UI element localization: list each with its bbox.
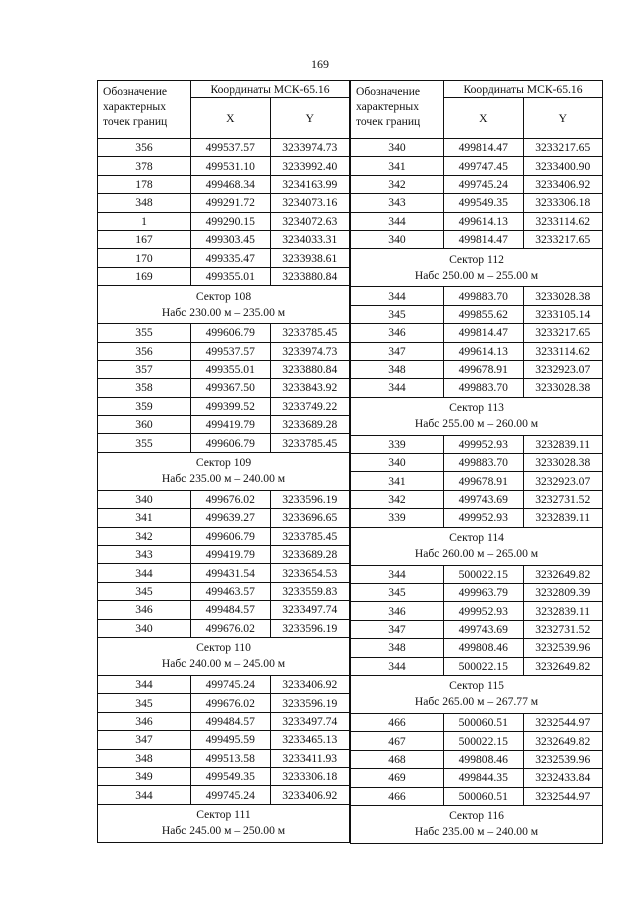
table-body	[98, 139, 350, 843]
x-coordinate-cell: 499676.02	[191, 490, 271, 508]
point-id-cell: 466	[351, 713, 444, 731]
table-row	[98, 490, 350, 508]
y-coordinate-cell: 3233974.73	[270, 139, 350, 157]
y-coordinate-cell: 3232731.52	[523, 620, 603, 638]
x-coordinate-cell: 499614.13	[444, 212, 524, 230]
y-coordinate-cell: 3232649.82	[523, 732, 603, 750]
point-id-cell: 345	[351, 305, 444, 323]
point-id-cell: 1	[98, 212, 191, 230]
point-id-cell: 346	[351, 602, 444, 620]
table-row	[98, 139, 350, 157]
sector-row	[98, 804, 350, 842]
table-row	[351, 750, 603, 768]
table-row	[98, 342, 350, 360]
y-coordinate-cell: 3232649.82	[523, 657, 603, 675]
y-coordinate-cell: 3233938.61	[270, 249, 350, 267]
sector-caption	[98, 286, 350, 324]
table-row	[351, 324, 603, 342]
sector-row	[351, 675, 603, 713]
x-coordinate-cell: 499676.02	[191, 619, 271, 637]
x-coordinate-cell: 499952.93	[444, 509, 524, 527]
y-coordinate-cell: 3233559.83	[270, 582, 350, 600]
table-row	[98, 712, 350, 730]
designation-header: Обозначение характерных точек границ	[98, 81, 191, 139]
x-coordinate-cell: 499606.79	[191, 434, 271, 452]
y-coordinate-cell: 3233028.38	[523, 379, 603, 397]
sector-title: Сектор 110	[196, 641, 251, 655]
sector-title: Сектор 111	[196, 808, 251, 822]
y-coordinate-cell: 3233785.45	[270, 434, 350, 452]
x-coordinate-cell: 499808.46	[444, 750, 524, 768]
table-row	[351, 732, 603, 750]
table-row	[98, 175, 350, 193]
point-id-cell: 348	[351, 639, 444, 657]
sector-range: Набс 240.00 м – 245.00 м	[161, 657, 286, 671]
point-id-cell: 355	[98, 434, 191, 452]
x-coordinate-cell: 499419.79	[191, 416, 271, 434]
point-id-cell: 378	[98, 157, 191, 175]
point-id-cell: 346	[351, 324, 444, 342]
x-coordinate-cell: 499743.69	[444, 490, 524, 508]
point-id-cell: 344	[98, 564, 191, 582]
sector-row	[351, 249, 603, 287]
table-row	[98, 731, 350, 749]
table-row	[98, 194, 350, 212]
y-coordinate-cell: 3234072.63	[270, 212, 350, 230]
y-coordinate-cell: 3233105.14	[523, 305, 603, 323]
table-row	[98, 675, 350, 693]
x-coordinate-cell: 499431.54	[191, 564, 271, 582]
y-coordinate-cell: 3232544.97	[523, 787, 603, 805]
y-coordinate-cell: 3232839.11	[523, 435, 603, 453]
sector-title: Сектор 115	[449, 679, 504, 693]
point-id-cell: 341	[351, 472, 444, 490]
table-row	[351, 157, 603, 175]
table-row	[98, 379, 350, 397]
x-coordinate-cell: 499290.15	[191, 212, 271, 230]
x-coordinate-cell: 499399.52	[191, 397, 271, 415]
point-id-cell: 345	[351, 584, 444, 602]
table-row	[98, 397, 350, 415]
page-number: 169	[311, 57, 329, 71]
y-coordinate-cell: 3233596.19	[270, 490, 350, 508]
sector-row	[351, 397, 603, 435]
x-coordinate-cell: 499291.72	[191, 194, 271, 212]
table-row	[351, 435, 603, 453]
x-coordinate-cell: 499814.47	[444, 230, 524, 248]
point-id-cell: 356	[98, 139, 191, 157]
x-coordinate-cell: 499883.70	[444, 379, 524, 397]
point-id-cell: 342	[351, 490, 444, 508]
table-row	[351, 509, 603, 527]
y-coordinate-cell: 3232923.07	[523, 360, 603, 378]
x-header: X	[191, 98, 271, 139]
x-coordinate-cell: 499883.70	[444, 287, 524, 305]
y-coordinate-cell: 3233785.45	[270, 324, 350, 342]
table-row	[351, 342, 603, 360]
x-coordinate-cell: 499883.70	[444, 454, 524, 472]
table-row	[98, 527, 350, 545]
y-coordinate-cell: 3232649.82	[523, 565, 603, 583]
y-coordinate-cell: 3233306.18	[270, 767, 350, 785]
table-row	[351, 194, 603, 212]
table-row	[98, 694, 350, 712]
y-coordinate-cell: 3233217.65	[523, 139, 603, 157]
x-coordinate-cell: 499745.24	[444, 175, 524, 193]
table-row	[98, 212, 350, 230]
y-header: Y	[270, 98, 350, 139]
x-coordinate-cell: 500022.15	[444, 732, 524, 750]
table-row	[351, 305, 603, 323]
y-coordinate-cell: 3233880.84	[270, 267, 350, 285]
y-coordinate-cell: 3233654.53	[270, 564, 350, 582]
point-id-cell: 344	[351, 287, 444, 305]
point-id-cell: 342	[98, 527, 191, 545]
y-coordinate-cell: 3233974.73	[270, 342, 350, 360]
point-id-cell: 339	[351, 435, 444, 453]
x-coordinate-cell: 499303.45	[191, 230, 271, 248]
x-coordinate-cell: 499419.79	[191, 546, 271, 564]
table-row	[98, 416, 350, 434]
x-coordinate-cell: 500022.15	[444, 565, 524, 583]
point-id-cell: 167	[98, 230, 191, 248]
y-coordinate-cell: 3233217.65	[523, 230, 603, 248]
x-header: X	[444, 98, 524, 139]
sector-row	[98, 452, 350, 490]
x-coordinate-cell: 499537.57	[191, 342, 271, 360]
table-row	[98, 434, 350, 452]
y-coordinate-cell: 3233843.92	[270, 379, 350, 397]
sector-caption	[98, 637, 350, 675]
y-coordinate-cell: 3233880.84	[270, 360, 350, 378]
table-row	[351, 175, 603, 193]
table-row	[98, 749, 350, 767]
sector-range: Набс 260.00 м – 265.00 м	[414, 547, 539, 561]
table-row	[351, 230, 603, 248]
x-coordinate-cell: 499743.69	[444, 620, 524, 638]
left-coordinates-table	[97, 80, 350, 843]
point-id-cell: 340	[351, 139, 444, 157]
x-coordinate-cell: 499367.50	[191, 379, 271, 397]
x-coordinate-cell: 499531.10	[191, 157, 271, 175]
point-id-cell: 469	[351, 769, 444, 787]
point-id-cell: 467	[351, 732, 444, 750]
point-id-cell: 468	[351, 750, 444, 768]
y-coordinate-cell: 3233696.65	[270, 509, 350, 527]
y-coordinate-cell: 3233497.74	[270, 601, 350, 619]
point-id-cell: 355	[98, 324, 191, 342]
point-id-cell: 346	[98, 712, 191, 730]
point-id-cell: 340	[98, 619, 191, 637]
table-header	[98, 81, 350, 139]
y-coordinate-cell: 3233411.93	[270, 749, 350, 767]
x-coordinate-cell: 499484.57	[191, 712, 271, 730]
point-id-cell: 343	[98, 546, 191, 564]
y-coordinate-cell: 3232539.96	[523, 639, 603, 657]
x-coordinate-cell: 499678.91	[444, 360, 524, 378]
sector-title: Сектор 112	[449, 252, 504, 266]
x-coordinate-cell: 499495.59	[191, 731, 271, 749]
sector-range: Набс 235.00 м – 240.00 м	[414, 825, 539, 839]
table-row	[351, 769, 603, 787]
point-id-cell: 344	[98, 675, 191, 693]
coordinates-header: Координаты МСК-65.16	[444, 81, 603, 98]
sector-caption	[98, 804, 350, 842]
table-row	[351, 584, 603, 602]
right-coordinates-table	[350, 80, 603, 844]
sector-title: Сектор 114	[449, 531, 504, 545]
y-coordinate-cell: 3233785.45	[270, 527, 350, 545]
y-coordinate-cell: 3232839.11	[523, 509, 603, 527]
table-row	[351, 602, 603, 620]
y-coordinate-cell: 3233406.92	[270, 786, 350, 804]
x-coordinate-cell: 499355.01	[191, 360, 271, 378]
point-id-cell: 360	[98, 416, 191, 434]
table-header	[351, 81, 603, 139]
y-coordinate-cell: 3233217.65	[523, 324, 603, 342]
y-coordinate-cell: 3234033.31	[270, 230, 350, 248]
point-id-cell: 178	[98, 175, 191, 193]
x-coordinate-cell: 500022.15	[444, 657, 524, 675]
y-coordinate-cell: 3233306.18	[523, 194, 603, 212]
point-id-cell: 344	[351, 379, 444, 397]
point-id-cell: 466	[351, 787, 444, 805]
point-id-cell: 356	[98, 342, 191, 360]
x-coordinate-cell: 499855.62	[444, 305, 524, 323]
y-coordinate-cell: 3233114.62	[523, 212, 603, 230]
x-coordinate-cell: 499808.46	[444, 639, 524, 657]
point-id-cell: 169	[98, 267, 191, 285]
point-id-cell: 347	[351, 342, 444, 360]
point-id-cell: 343	[351, 194, 444, 212]
y-coordinate-cell: 3233028.38	[523, 454, 603, 472]
y-coordinate-cell: 3232539.96	[523, 750, 603, 768]
point-id-cell: 348	[98, 194, 191, 212]
x-coordinate-cell: 499537.57	[191, 139, 271, 157]
table-row	[98, 564, 350, 582]
sector-range: Набс 265.00 м – 267.77 м	[414, 695, 539, 709]
coordinates-header: Координаты МСК-65.16	[191, 81, 350, 98]
table-row	[351, 620, 603, 638]
point-id-cell: 344	[351, 657, 444, 675]
point-id-cell: 340	[351, 230, 444, 248]
x-coordinate-cell: 499952.93	[444, 602, 524, 620]
point-id-cell: 341	[351, 157, 444, 175]
sector-caption	[351, 397, 603, 435]
y-coordinate-cell: 3232923.07	[523, 472, 603, 490]
table-row	[98, 157, 350, 175]
table-row	[98, 767, 350, 785]
table-row	[351, 657, 603, 675]
x-coordinate-cell: 499606.79	[191, 527, 271, 545]
sector-range: Набс 245.00 м – 250.00 м	[161, 824, 286, 838]
point-id-cell: 344	[351, 565, 444, 583]
point-id-cell: 346	[98, 601, 191, 619]
x-coordinate-cell: 499549.35	[191, 767, 271, 785]
y-coordinate-cell: 3233114.62	[523, 342, 603, 360]
y-header: Y	[523, 98, 603, 139]
point-id-cell: 345	[98, 582, 191, 600]
y-coordinate-cell: 3233406.92	[270, 675, 350, 693]
table-row	[351, 379, 603, 397]
point-id-cell: 357	[98, 360, 191, 378]
y-coordinate-cell: 3233596.19	[270, 694, 350, 712]
designation-header: Обозначение характерных точек границ	[351, 81, 444, 139]
y-coordinate-cell: 3233497.74	[270, 712, 350, 730]
x-coordinate-cell: 499678.91	[444, 472, 524, 490]
point-id-cell: 340	[351, 454, 444, 472]
sector-range: Набс 235.00 м – 240.00 м	[161, 472, 286, 486]
sector-caption	[351, 675, 603, 713]
point-id-cell: 340	[98, 490, 191, 508]
table-row	[98, 324, 350, 342]
y-coordinate-cell: 3233689.28	[270, 416, 350, 434]
table-row	[351, 212, 603, 230]
x-coordinate-cell: 500060.51	[444, 713, 524, 731]
point-id-cell: 345	[98, 694, 191, 712]
x-coordinate-cell: 499606.79	[191, 324, 271, 342]
y-coordinate-cell: 3232809.39	[523, 584, 603, 602]
y-coordinate-cell: 3233465.13	[270, 731, 350, 749]
x-coordinate-cell: 499639.27	[191, 509, 271, 527]
point-id-cell: 347	[98, 731, 191, 749]
table-row	[351, 139, 603, 157]
point-id-cell: 339	[351, 509, 444, 527]
x-coordinate-cell: 499484.57	[191, 601, 271, 619]
table-row	[351, 472, 603, 490]
x-coordinate-cell: 499355.01	[191, 267, 271, 285]
point-id-cell: 344	[351, 212, 444, 230]
y-coordinate-cell: 3233596.19	[270, 619, 350, 637]
x-coordinate-cell: 499745.24	[191, 786, 271, 804]
table-row	[351, 787, 603, 805]
point-id-cell: 341	[98, 509, 191, 527]
x-coordinate-cell: 499814.47	[444, 324, 524, 342]
point-id-cell: 344	[98, 786, 191, 804]
x-coordinate-cell: 499963.79	[444, 584, 524, 602]
y-coordinate-cell: 3233749.22	[270, 397, 350, 415]
y-coordinate-cell: 3232839.11	[523, 602, 603, 620]
sector-caption	[351, 805, 603, 843]
table-row	[98, 582, 350, 600]
x-coordinate-cell: 499844.35	[444, 769, 524, 787]
table-row	[351, 454, 603, 472]
point-id-cell: 347	[351, 620, 444, 638]
table-row	[351, 287, 603, 305]
x-coordinate-cell: 499614.13	[444, 342, 524, 360]
x-coordinate-cell: 499463.57	[191, 582, 271, 600]
point-id-cell: 348	[98, 749, 191, 767]
table-row	[98, 509, 350, 527]
table-body	[351, 139, 603, 844]
table-row	[351, 639, 603, 657]
sector-title: Сектор 109	[195, 456, 252, 470]
sector-caption	[351, 527, 603, 565]
point-id-cell: 358	[98, 379, 191, 397]
table-row	[98, 360, 350, 378]
table-row	[98, 786, 350, 804]
x-coordinate-cell: 499814.47	[444, 139, 524, 157]
x-coordinate-cell: 499747.45	[444, 157, 524, 175]
y-coordinate-cell: 3232544.97	[523, 713, 603, 731]
sector-caption	[98, 452, 350, 490]
table-row	[351, 713, 603, 731]
sector-title: Сектор 113	[449, 401, 504, 415]
x-coordinate-cell: 499952.93	[444, 435, 524, 453]
sector-range: Набс 250.00 м – 255.00 м	[414, 268, 539, 282]
sector-range: Набс 230.00 м – 235.00 м	[161, 305, 286, 319]
sector-row	[98, 637, 350, 675]
table-row	[98, 546, 350, 564]
point-id-cell: 342	[351, 175, 444, 193]
y-coordinate-cell: 3232731.52	[523, 490, 603, 508]
x-coordinate-cell: 499676.02	[191, 694, 271, 712]
point-id-cell: 359	[98, 397, 191, 415]
table-row	[351, 360, 603, 378]
sector-range: Набс 255.00 м – 260.00 м	[414, 417, 539, 431]
y-coordinate-cell: 3234073.16	[270, 194, 350, 212]
x-coordinate-cell: 499468.34	[191, 175, 271, 193]
sector-row	[351, 527, 603, 565]
sector-row	[98, 286, 350, 324]
y-coordinate-cell: 3233406.92	[523, 175, 603, 193]
y-coordinate-cell: 3233992.40	[270, 157, 350, 175]
table-row	[98, 249, 350, 267]
y-coordinate-cell: 3233400.90	[523, 157, 603, 175]
x-coordinate-cell: 499745.24	[191, 675, 271, 693]
y-coordinate-cell: 3234163.99	[270, 175, 350, 193]
sector-title: Сектор 108	[195, 289, 252, 303]
table-row	[98, 267, 350, 285]
sector-caption	[351, 249, 603, 287]
y-coordinate-cell: 3233028.38	[523, 287, 603, 305]
sector-title: Сектор 116	[449, 809, 504, 823]
y-coordinate-cell: 3233689.28	[270, 546, 350, 564]
point-id-cell: 348	[351, 360, 444, 378]
x-coordinate-cell: 499549.35	[444, 194, 524, 212]
point-id-cell: 349	[98, 767, 191, 785]
table-row	[98, 601, 350, 619]
y-coordinate-cell: 3232433.84	[523, 769, 603, 787]
x-coordinate-cell: 500060.51	[444, 787, 524, 805]
x-coordinate-cell: 499513.58	[191, 749, 271, 767]
sector-row	[351, 805, 603, 843]
point-id-cell: 170	[98, 249, 191, 267]
table-row	[98, 230, 350, 248]
x-coordinate-cell: 499335.47	[191, 249, 271, 267]
table-row	[351, 565, 603, 583]
table-row	[351, 490, 603, 508]
table-row	[98, 619, 350, 637]
